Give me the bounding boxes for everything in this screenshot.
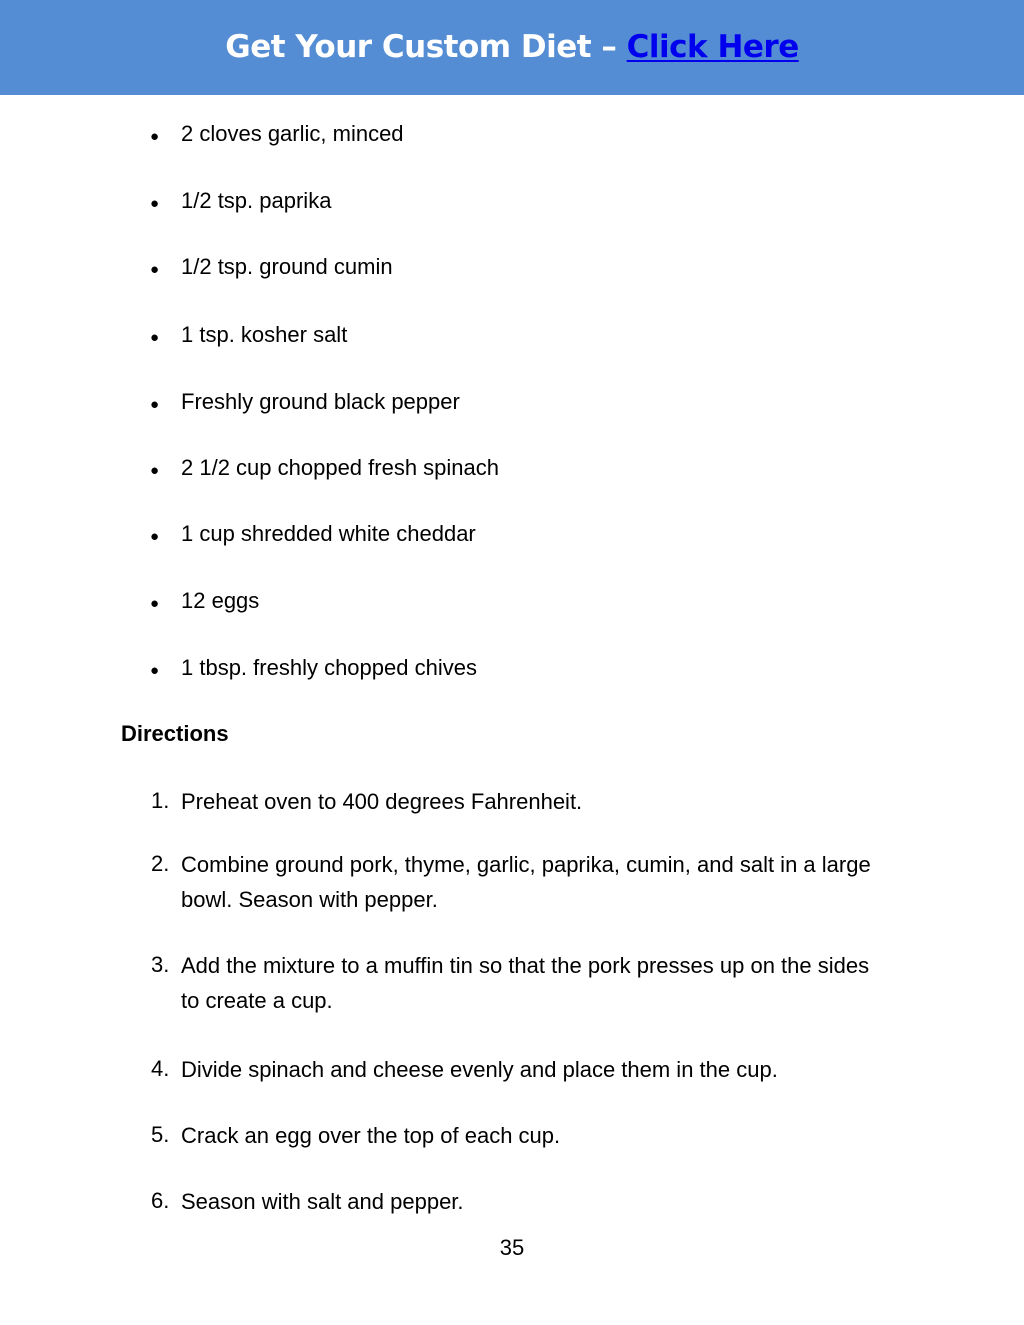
ingredient-text: 2 1/2 cup chopped fresh spinach [181, 455, 500, 480]
bullet-icon: ● [150, 462, 160, 479]
page-number: 35 [499, 1235, 525, 1260]
step-text: Add the mixture to a muffin tin so that the pork presses up on the sides to create a cup. [181, 953, 870, 1013]
ingredient-text: 1/2 tsp. paprika [181, 188, 332, 213]
step-number: 4. [151, 1056, 170, 1081]
step-text: Preheat oven to 400 degrees Fahrenheit. [181, 789, 583, 814]
ingredient-text: 1 cup shredded white cheddar [181, 521, 476, 546]
step-text: Crack an egg over the top of each cup. [181, 1123, 561, 1148]
banner-prefix: Get Your Custom Diet – [225, 28, 627, 65]
step-number: 3. [151, 952, 170, 977]
promo-banner [0, 0, 1024, 95]
step-number: 6. [151, 1188, 170, 1213]
step-number: 2. [151, 851, 170, 876]
bullet-icon: ● [150, 329, 160, 346]
ingredient-text: 1/2 tsp. ground cumin [181, 254, 393, 279]
step-text: Divide spinach and cheese evenly and place them in the cup. [181, 1057, 778, 1082]
bullet-icon: ● [150, 195, 160, 212]
step-number: 5. [151, 1122, 170, 1147]
ingredient-text: 1 tsp. kosher salt [181, 322, 348, 347]
bullet-icon: ● [150, 396, 160, 413]
step-number: 1. [151, 788, 170, 813]
bullet-icon: ● [150, 595, 160, 612]
ingredient-text: Freshly ground black pepper [181, 389, 460, 414]
bullet-icon: ● [150, 662, 160, 679]
bullet-icon: ● [150, 261, 160, 278]
click-here-link[interactable]: Click Here [626, 28, 799, 65]
bullet-icon: ● [150, 528, 160, 545]
ingredient-text: 1 tbsp. freshly chopped chives [181, 655, 477, 680]
ingredient-text: 2 cloves garlic, minced [181, 121, 404, 146]
banner-title [225, 29, 798, 65]
step-text: Season with salt and pepper. [181, 1189, 464, 1214]
bullet-icon: ● [150, 128, 160, 145]
step-text: Combine ground pork, thyme, garlic, paprika, cumin, and salt in a large bowl. Season with pepper. [181, 852, 871, 912]
directions-heading: Directions [121, 721, 229, 746]
ingredient-text: 12 eggs [181, 588, 260, 613]
